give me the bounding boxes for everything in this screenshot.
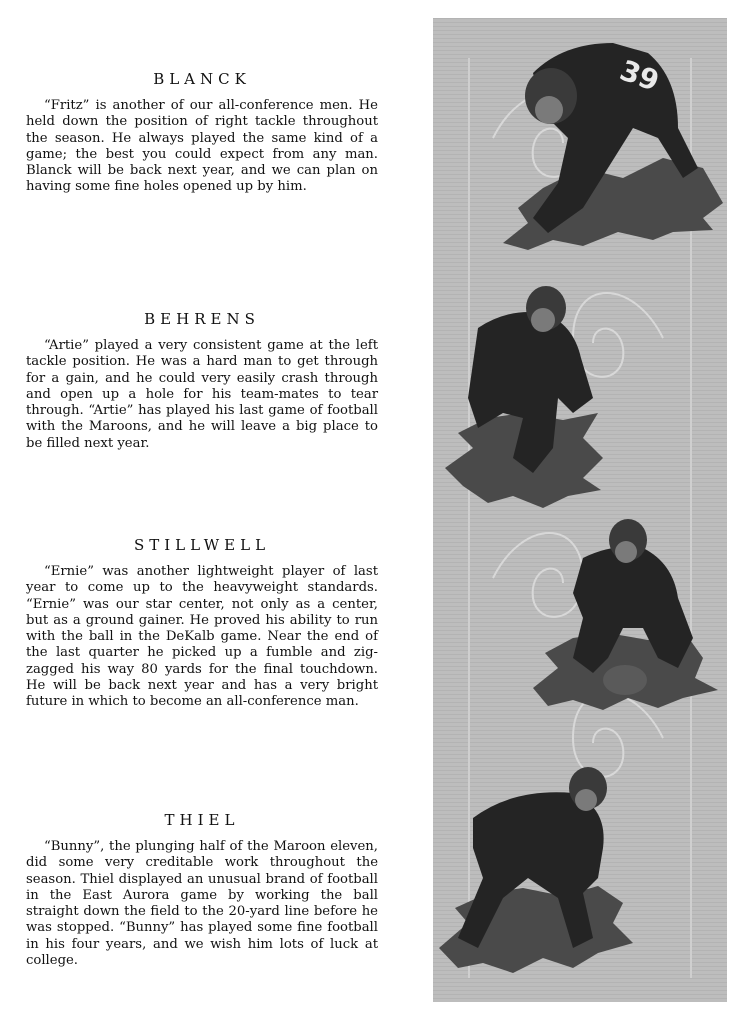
player-description: “Fritz” is another of our all-conference men. He held down the position of right tackle throughout the season. He always played the same kind of a game; the best you could expect from any man. Blanck will be back next year, and we can plan on having some fine holes opened up by him. [26, 98, 378, 195]
photo-panel-art [433, 18, 727, 1002]
face [615, 541, 637, 563]
player-name: BEHRENS [144, 310, 260, 328]
photo-panel [433, 18, 727, 1002]
entry-thiel [26, 811, 378, 969]
football [603, 665, 647, 695]
player-description: “Artie” played a very consistent game at the left tackle position. He was a hard man to get through for a gain, and he could very easily crash through and open up a hole for his team-mates to tear through. “Artie” has played his last game of football with the Maroons, and he will leave a big place to be filled next year. [26, 338, 378, 451]
entry-stillwell [26, 536, 378, 711]
player-description: “Ernie” was another lightweight player of last year to come up to the heavyweight standards. “Ernie” was our star center, not only as a center, but as a ground gainer. He proved his ability to run with the ball in the DeKalb game. Near the end of the last quarter he picked up a fumble and zig-zagged his way 80 yards for the final touchdown. He will be back next year and has a very bright future in which to become an all-conference man. [26, 564, 378, 710]
face [531, 308, 555, 332]
player-name: STILLWELL [133, 536, 271, 554]
face [575, 789, 597, 811]
entry-behrens [26, 310, 378, 452]
player-description: “Bunny”, the plunging half of the Maroon eleven, did some very creditable work throughout the season. Thiel displayed an unusual brand of football in the East Aurora game by working the ball straight down the field to the 20-yard line before he was stopped. “Bunny” has played some fine football in his four years, and we wish him lots of luck at college. [26, 839, 378, 969]
player-name: THIEL [164, 811, 240, 829]
player-name: BLANCK [153, 70, 251, 88]
entry-blanck [26, 70, 378, 196]
jersey-number: 39 [615, 53, 664, 98]
face [535, 96, 563, 124]
